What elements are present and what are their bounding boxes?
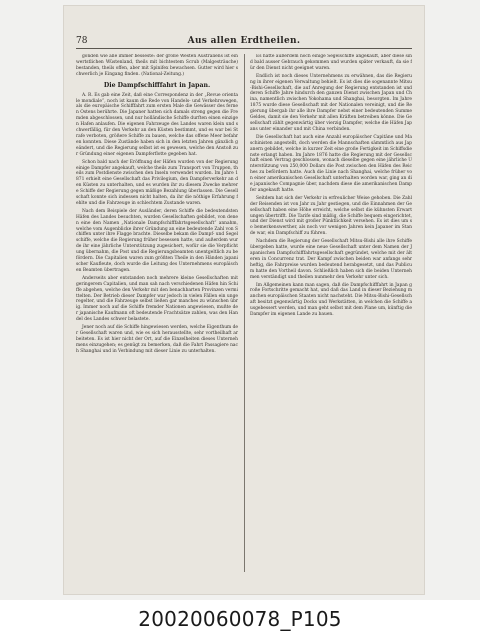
paragraph: Nach dem Beispiele der Ausländer, deren Schiffe die bedeutendsten Häfen des Landes besuchten, wurden Gesellschaften gebildet, von denen eine den Namen „Nationale Dampfschifffahrtsgesellschaft“ annahm, welche vom Augenblicke ihrer Gründung an eine bedeutende Zahl von Schiffen unter ihre Flagge brachte. Dieselbe bekam die Dampf- und Segelschiffe, welche die Regierung früher besessen hatte, und außerdem wurde ihr eine jährliche Unterstützung zugesichert, wofür sie die Verpflichtung übernahm, die Post und die Regierungsbeamten unentgeltlich zu befördern. Die Capitalien waren zum größten Theile in den Händen japanischer Kaufleute, doch wurde die Leitung des Unternehmens europäischen Beamten übertragen. [76,208,238,273]
paragraph: Es hatte außerdem noch einige Segelschiffe angekauft, aber diese sind bald ausser Gebrauch gekommen und wurden später verkauft, da sie für den Dienst nicht geeignet waren. [250,54,412,71]
paragraph: Jener noch auf die Schiffe hingewiesen werden, welche Eigenthum der Gesellschaft waren und, wie es sich herausstellte, sehr vortheilhaft arbeiteten. Es ist hier nicht der Ort, auf die Einzelheiten dieses Unternehmens einzugehen; es genügt zu bemerken, daß die Fahrt Passagiere nach Shanghai und in Verbindung mit dieser Linie zu unterhalten. [76,325,238,354]
right-column [250,54,412,572]
running-title: Aus allen Erdtheilen. [187,36,301,46]
page-number: 78 [76,36,88,46]
running-head [76,34,412,49]
paragraph: gonden wie alle immer besseste: der große Westen Australiens ist ein wertstlichen Wüstenland, theils mit bichtestem Scrub (Malgesträuche) bestanden, theils offen, aber mit Spinifex bewachsen. Gutter wird hier schwerlich je Eingang finden. (National-Zeitung.) [76,54,238,77]
paragraph: A. R. Es gab eine Zeit, daß eine Correspondenz in der „Revue orientale mondiale“, noch ist kaum die Rede von Handels- und Verkehrswegen, als die europäische Schifffahrt zum ersten Male die Gewässer des fernen Ostens berührte. Die Japaner hatten sich damals streng gegen die Fremden abgeschlossen, und nur holländische Schiffe durften einen einzigen Hafen anlaufen. Die eigenen Fahrzeuge des Landes waren klein und schwerfällig, für den Verkehr an den Küsten bestimmt, und es war bei Strafe verboten, größere Schiffe zu bauen, welche das offene Meer befahren konnten. Diese Zustände haben sich in den letzten Jahren gänzlich geändert, und die Regierung selbst ist es gewesen, welche den Anstoß zur Gründung einer eigenen Dampferflotte gegeben hat. [76,92,238,157]
paragraph: Schon bald nach der Eröffnung der Häfen wurden von der Regierung einige Dampfer angekauft, welche theils zum Transport von Truppen, theils zum Postdienste zwischen den Inseln verwendet wurden. Im Jahre 1871 erhielt eine Gesellschaft das Privilegium, den Dampferverkehr an den Küsten zu unterhalten, und es wurden ihr zu diesem Zwecke mehrere Schiffe der Regierung gegen mäßige Bezahlung überlassen. Die Gesellschaft konnte sich indessen nicht halten, da ihr die nöthige Erfahrung fehlte und die Fahrzeuge in schlechtem Zustande waren. [76,159,238,206]
paragraph: Endlich ist noch dieses Unternehmens zu erwähnen, das die Regierung in ihrer eigenen Verwaltung behielt. Es ist dies die sogenannte Mitsu-Bishi-Gesellschaft, die auf Anregung der Regierung entstanden ist und deren Schiffe Jahre hindurch den ganzen Dienst zwischen Japan und China, namentlich zwischen Yokohama und Shanghai, besorgten. Im Jahre 1875 wurde diese Gesellschaft mit der Nationalen vereinigt, und die Regierung übergab ihr alle ihre Dampfer nebst einer bedeutenden Summe Geldes, damit sie den Verkehr mit allen Kräften betreiben könne. Die Gesellschaft zählt gegenwärtig über vierzig Dampfer, welche die Häfen Japans unter einander und mit China verbinden. [250,73,412,132]
column-divider [244,54,245,572]
paragraph: Nachdem die Regierung der Gesellschaft Mitsu-Bishi alle ihre Schiffe übergeben hatte, wurde eine neue Gesellschaft unter dem Namen der Japanischen Dampfschifffahrtsgesellschaft gegründet, welche mit der älteren in Concurrenz trat. Der Kampf zwischen beiden war anfangs sehr heftig, die Fahrpreise wurden bedeutend herabgesetzt, und das Publicum hatte den Vortheil davon. Schließlich haben sich die beiden Unternehmen verständigt und theilen nunmehr den Verkehr unter sich. [250,239,412,280]
section-heading: Die Dampfschifffahrt in Japan. [103,81,211,89]
book-page [64,6,424,594]
paragraph: Anderseits aber entstanden noch mehrere kleine Gesellschaften mit geringerem Capitalien, und man sah nach verschiedenen Häfen hin Schiffe abgehen, welche den Verkehr mit den benachbarten Provinzen vermittelten. Der Betrieb dieser Dampfer war jedoch in vielen Fällen ein ungeregelter, und die Fahrzeuge selbst ließen gar manches zu wünschen übrig. Immer noch auf die Schiffe fremder Nationen angewiesen, mußte der japanische Kaufmann oft bedeutende Frachtsätze zahlen, was den Handel des Landes schwer belastete. [76,275,238,323]
paragraph: Seitdem hat sich der Verkehr in erfreulicher Weise gehoben. Die Zahl der Reisenden ist von Jahr zu Jahr gestiegen, und die Einnahmen der Gesellschaft haben eine Höhe erreicht, welche selbst die kühnsten Erwartungen übertrifft. Die Tarife sind mäßig, die Schiffe bequem eingerichtet, und der Dienst wird mit großer Pünktlichkeit versehen. Es ist dies um so bemerkenswerther, als noch vor wenigen Jahren kein Japaner im Stande war, ein Dampfschiff zu führen. [250,195,412,237]
paragraph: Im Allgemeinen kann man sagen, daß die Dampfschifffahrt in Japan große Fortschritte gemacht hat, und daß das Land in dieser Beziehung manchen europäischen Staaten nicht nachsteht. Die Mitsu-Bishi-Gesellschaft besitzt gegenwärtig Docks und Werkstätten, in welchen die Schiffe ausgebessert werden, und man geht selbst mit dem Plane um, künftig die Dampfer im eigenen Lande zu bauen. [250,282,412,318]
archive-id-caption: 20020060078_P105 [138,607,342,631]
left-column [76,54,238,572]
paragraph: Die Gesellschaft hat auch eine Anzahl europäischer Capitäne und Maschinisten angestellt, doch werden die Mannschaften sämmtlich aus Japanern gebildet, welche in kurzer Zeit eine große Fertigkeit im Schiffsdienste erlangt haben. Im Jahre 1876 hatte die Regierung mit der Gesellschaft einen Vertrag geschlossen, wonach dieselbe gegen eine jährliche Unterstützung von 250,000 Dollars die Post zwischen den Häfen des Reiches zu befördern hatte. Auch die Linie nach Shanghai, welche früher von einer amerikanischen Gesellschaft unterhalten worden war, ging an die japanische Compagnie über, nachdem diese die amerikanischen Dampfer angekauft hatte. [250,134,412,193]
